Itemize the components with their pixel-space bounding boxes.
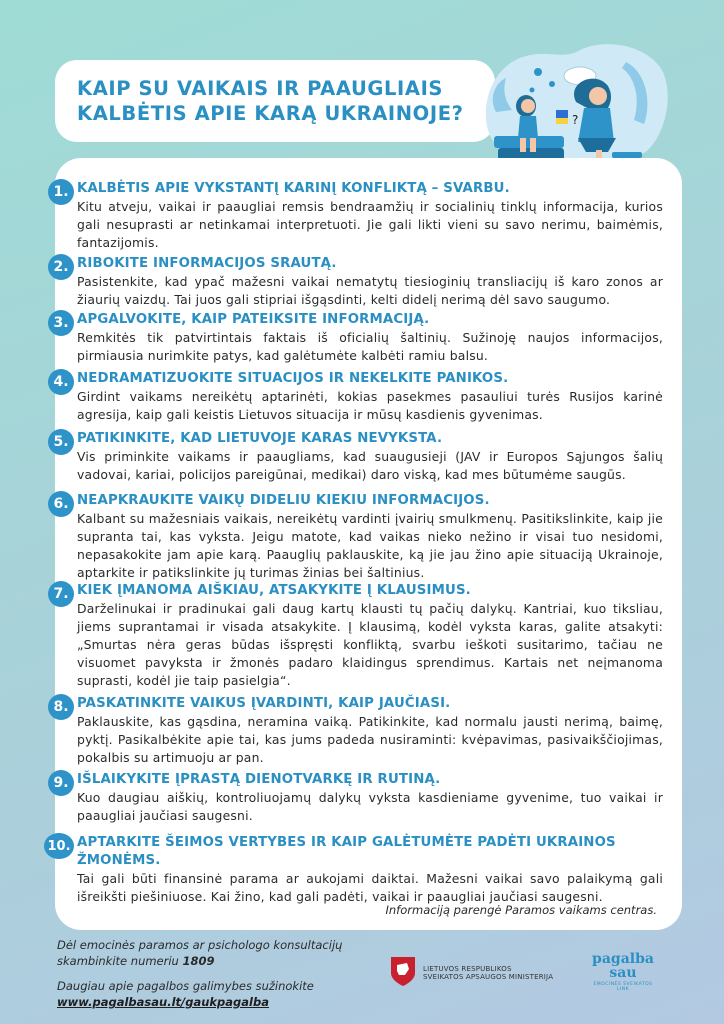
- tip-item: [53, 370, 663, 424]
- svg-text:?: ?: [572, 113, 579, 127]
- tip-number-badge: 10.: [44, 833, 74, 859]
- tip-body: Tai gali būti finansinė parama ar aukojami daiktai. Mažesni vaikai savo palaikymą gali išreikšti piešiniuose. Kai žino, kad gali padėti, vaikai ir paaugliai jaučiasi saugesni.: [77, 871, 663, 904]
- credit-note: Informaciją parengė Paramos vaikams centras.: [385, 903, 657, 917]
- tip-number-badge: 1.: [48, 179, 74, 205]
- ministry-line-1: LIETUVOS RESPUBLIKOS: [423, 965, 512, 973]
- coat-of-arms-icon: [389, 955, 417, 987]
- tip-heading: RIBOKITE INFORMACIJOS SRAUTĄ.: [77, 256, 337, 271]
- footer-contact: [57, 937, 357, 1019]
- ministry-name: [423, 965, 553, 981]
- tip-number-badge: 3.: [48, 310, 74, 336]
- tip-number-badge: 9.: [48, 770, 74, 796]
- tip-number-badge: 2.: [48, 254, 74, 280]
- title-card: [55, 60, 495, 142]
- tip-heading: PASKATINKITE VAIKUS ĮVARDINTI, KAIP JAUČIASI.: [77, 696, 451, 711]
- tip-body: Darželinukai ir pradinukai gali daug kartų klausti tų pačių dalykų. Kantriai, kuo tiksliau, jiems suprantamai ir visada atsakykite. Į klausimą, kodėl vyksta karas, galite atsakyti: „Smurtas nėra geras būdas išspręsti konfliktą, svarbu ieškoti susitarimo, tačiau ne visuomet pavyksta ir žmonės padaro klaidingus sprendimus. Kartais net neįmanoma suprasti, kodėl jie taip pasielgia“.: [77, 601, 663, 688]
- tip-body: Kalbant su mažesniais vaikais, nereikėtų vardinti įvairių smulkmenų. Pasitikslinkite, kaip jie supranta tai, kas vyksta. Jeigu matote, kad vaikas nieko nežino ir visai tuo nesidomi, nepasakokite jam apie karą. Paauglių paklauskite, ką jie jau žino apie situaciją Ukrainoje, aptarkite ir patikslinkite jų turimas žinias bei šaltinius.: [77, 511, 663, 580]
- logo-word-1: pagalba: [592, 951, 654, 967]
- tip-item: [53, 492, 663, 582]
- more-info-label: Daugiau apie pagalbos galimybes sužinokite: [57, 979, 314, 993]
- tip-heading: KIEK ĮMANOMA AIŠKIAU, ATSAKYKITE Į KLAUSIMUS.: [77, 583, 471, 598]
- tip-item: [53, 255, 663, 309]
- conversation-illustration: [476, 42, 672, 170]
- more-info-text: [57, 978, 357, 1010]
- tip-number-badge: 6.: [48, 491, 74, 517]
- title-line-1: KAIP SU VAIKAIS IR PAAUGLIAIS: [77, 77, 444, 100]
- logo-word-2: sau: [609, 965, 637, 981]
- tip-number-badge: 4.: [48, 369, 74, 395]
- tip-number-badge: 5.: [48, 429, 74, 455]
- ministry-logo: [389, 955, 559, 989]
- tip-heading: KALBĖTIS APIE VYKSTANTĮ KARINĮ KONFLIKTĄ – SVARBU.: [77, 181, 510, 196]
- tip-item: [53, 582, 663, 690]
- tip-number-badge: 7.: [48, 581, 74, 607]
- title-line-2: KALBĖTIS APIE KARĄ UKRAINOJE?: [77, 102, 464, 125]
- tip-body: Pasistenkite, kad ypač mažesni vaikai nematytų tiesioginių transliacijų iš karo zonos ar žiaurių vaizdų. Tai juos gali stipriai išgąsdinti, kelti didelį nerimą dėl savo saugumo.: [77, 274, 663, 307]
- tip-heading: APGALVOKITE, KAIP PATEIKSITE INFORMACIJĄ.: [77, 312, 430, 327]
- tip-item: [53, 430, 663, 484]
- tip-item: [47, 834, 663, 906]
- tip-heading: IŠLAIKYKITE ĮPRASTĄ DIENOTVARKĘ IR RUTINĄ.: [77, 772, 441, 787]
- tip-number-badge: 8.: [48, 694, 74, 720]
- tip-heading: NEDRAMATIZUOKITE SITUACIJOS IR NEKELKITE PANIKOS.: [77, 371, 509, 386]
- tip-item: [53, 771, 663, 825]
- tip-body: Paklauskite, kas gąsdina, neramina vaiką. Patikinkite, kad normalu jausti nerimą, baimę, pyktį. Pasikalbėkite apie tai, kas jums padeda nusiraminti: kvėpavimas, pasivaikščiojimas, pokalbis su artimuoju ar pan.: [77, 714, 663, 765]
- tip-heading: APTARKITE ŠEIMOS VERTYBES IR KAIP GALĖTUMĖTE PADĖTI UKRAINOS ŽMONĖMS.: [77, 835, 616, 868]
- page-title: [77, 76, 485, 126]
- tip-body: Vis priminkite vaikams ir paaugliams, kad suaugusieji (JAV ir Europos Sąjungos šalių vadovai, kariai, policijos pareigūnai, medikai) daro viską, kad mes būtumėme saugūs.: [77, 449, 663, 482]
- tips-card: [47, 158, 682, 930]
- ministry-line-2: SVEIKATOS APSAUGOS MINISTERIJA: [423, 973, 554, 981]
- helpline-label: Dėl emocinės paramos ar psichologo konsultacijų skambinkite numeriu: [57, 938, 343, 968]
- help-link[interactable]: www.pagalbasau.lt/gaukpagalba: [57, 995, 269, 1009]
- tip-heading: NEAPKRAUKITE VAIKŲ DIDELIU KIEKIU INFORMACIJOS.: [77, 493, 490, 508]
- tip-body: Kitu atveju, vaikai ir paaugliai remsis bendraamžių ir socialinių tinklų informacija, kurios gali nesuprasti ar netinkamai interpretuoti. Jie gali likti vieni su savo nerimu, baimėmis, fantazijomis.: [77, 199, 663, 250]
- tip-item: [53, 695, 663, 767]
- helpline-text: [57, 937, 357, 969]
- tip-body: Remkitės tik patvirtintais faktais iš oficialių šaltinių. Sužinoję naujos informacijos, pirmiausia nurimkite patys, kad galėtumėte kalbėti ramiu balsu.: [77, 330, 663, 363]
- pagalba-sau-logo: [588, 952, 658, 992]
- tip-item: [53, 311, 663, 365]
- tip-heading: PATIKINKITE, KAD LIETUVOJE KARAS NEVYKSTA.: [77, 431, 443, 446]
- tip-body: Kuo daugiau aiškių, kontroliuojamų dalykų vyksta kasdieniame gyvenime, tuo vaikai ir paaugliai jaučiasi saugesni.: [77, 790, 663, 823]
- logo-tagline: EMOCINĖS SVEIKATOS LINK: [593, 982, 653, 992]
- tip-item: [53, 180, 663, 252]
- helpline-number: 1809: [182, 954, 215, 968]
- tip-body: Girdint vaikams nereikėtų aptarinėti, kokias pasekmes pasauliui turės Rusijos karinė agresija, kaip gali keistis Lietuvos situacija ir mūsų kasdienis gyvenimas.: [77, 389, 663, 422]
